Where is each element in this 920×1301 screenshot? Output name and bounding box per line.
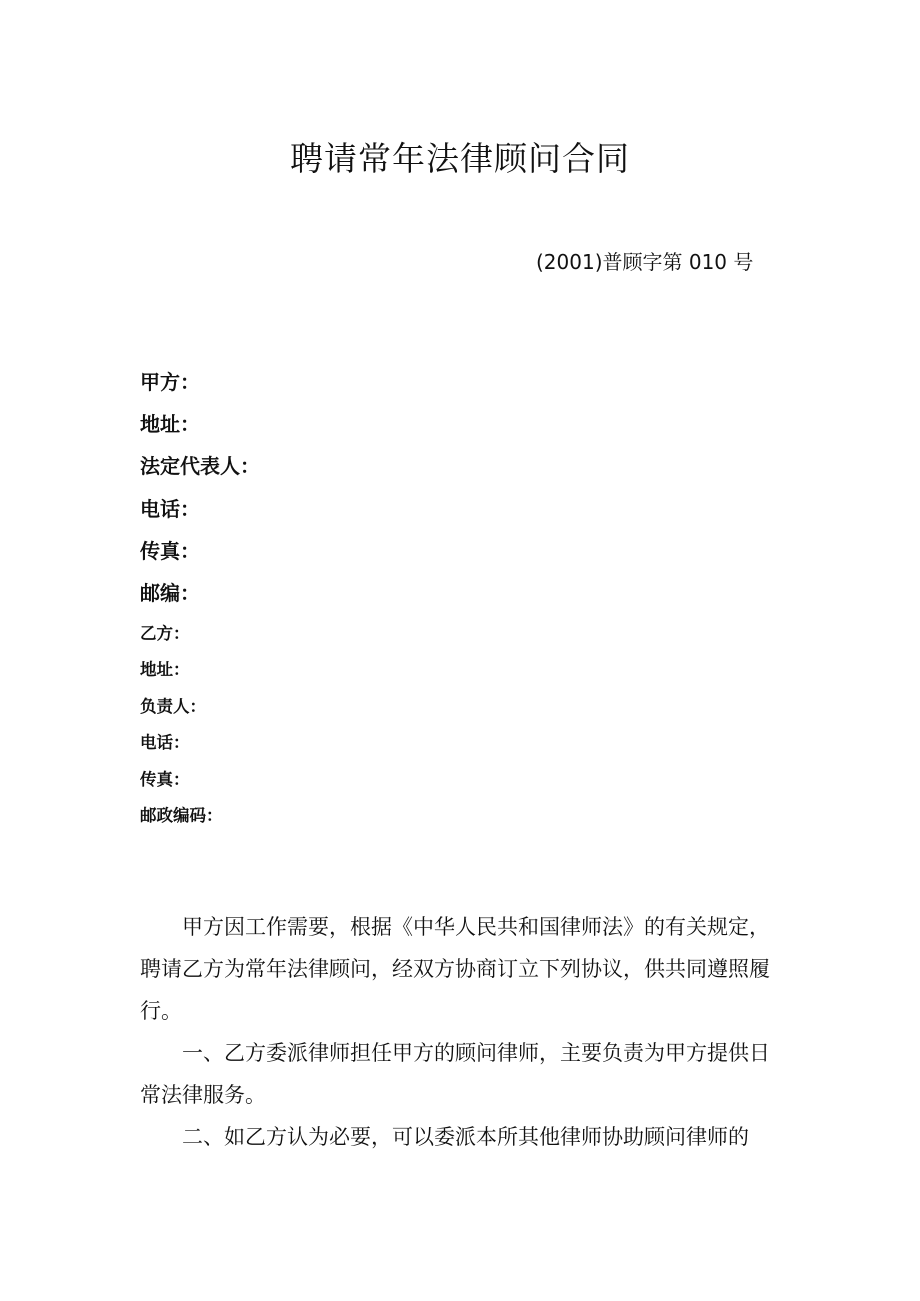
clause-2-paragraph: 二、如乙方认为必要，可以委派本所其他律师协助顾问律师的 bbox=[182, 1125, 749, 1149]
clause-1-paragraph: 一、乙方委派律师担任甲方的顾问律师，主要负责为甲方提供日常法律服务。 bbox=[140, 1041, 770, 1107]
party-a-postcode-label: 邮编： bbox=[140, 580, 200, 605]
preamble-paragraph: 甲方因工作需要，根据《中华人民共和国律师法》的有关规定，聘请乙方为常年法律顾问，经双方协商订立下列协议，供共同遵照履行。 bbox=[140, 915, 770, 1023]
document-number: (2001)普顾字第 010 号 bbox=[536, 250, 754, 274]
document-title: 聘请常年法律顾问合同 bbox=[290, 139, 630, 178]
party-a-legal-representative-label: 法定代表人： bbox=[140, 454, 260, 479]
party-b-postcode-label: 邮政编码： bbox=[140, 805, 223, 825]
contract-body bbox=[140, 906, 780, 1158]
party-a-name-label: 甲方： bbox=[140, 370, 200, 394]
party-a-phone-label: 电话： bbox=[140, 496, 200, 521]
party-b-phone-label: 电话： bbox=[140, 733, 190, 753]
party-b-info bbox=[140, 622, 223, 840]
party-a-fax-label: 传真： bbox=[140, 538, 200, 563]
party-a-info bbox=[140, 368, 260, 621]
party-b-address-label: 地址： bbox=[140, 660, 190, 680]
party-b-responsible-person-label: 负责人： bbox=[140, 696, 206, 716]
party-b-fax-label: 传真： bbox=[140, 769, 190, 789]
party-a-address-label: 地址： bbox=[140, 412, 200, 437]
party-b-name-label: 乙方： bbox=[140, 624, 190, 643]
